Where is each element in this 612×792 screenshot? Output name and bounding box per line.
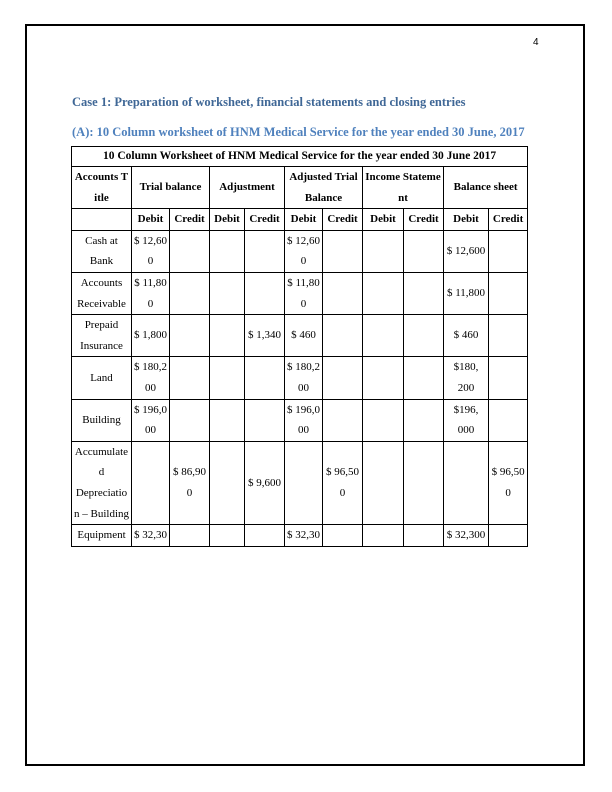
cell-adj-cr (245, 399, 285, 441)
cell-bs-cr (489, 399, 528, 441)
cell-atb-dr: $ 32,30 (285, 525, 323, 547)
table-row (72, 315, 528, 357)
cell-is-dr (363, 399, 404, 441)
sub-header-atb-credit: Credit (323, 209, 363, 231)
cell-is-cr (404, 525, 444, 547)
cell-tb-dr: $ 180,200 (132, 357, 170, 399)
cell-account: Equipment (72, 525, 132, 547)
cell-bs-cr (489, 525, 528, 547)
cell-adj-cr: $ 1,340 (245, 315, 285, 357)
cell-atb-cr (323, 357, 363, 399)
cell-adj-dr (210, 441, 245, 524)
cell-tb-dr: $ 12,600 (132, 230, 170, 272)
cell-bs-cr (489, 357, 528, 399)
cell-account: Accounts Receivable (72, 272, 132, 314)
cell-adj-dr (210, 399, 245, 441)
cell-is-cr (404, 272, 444, 314)
cell-is-dr (363, 525, 404, 547)
cell-adj-dr (210, 230, 245, 272)
cell-bs-cr (489, 230, 528, 272)
cell-account: Prepaid Insurance (72, 315, 132, 357)
cell-tb-dr: $ 1,800 (132, 315, 170, 357)
cell-atb-dr: $ 460 (285, 315, 323, 357)
header-accounts-title: Accounts Title (72, 167, 132, 209)
cell-is-dr (363, 272, 404, 314)
cell-atb-cr (323, 525, 363, 547)
cell-adj-cr (245, 357, 285, 399)
cell-bs-cr (489, 315, 528, 357)
cell-atb-dr: $ 11,800 (285, 272, 323, 314)
cell-account: Building (72, 399, 132, 441)
cell-atb-dr: $ 12,600 (285, 230, 323, 272)
cell-adj-dr (210, 272, 245, 314)
cell-atb-dr: $ 180,200 (285, 357, 323, 399)
sub-header-adj-credit: Credit (245, 209, 285, 231)
cell-atb-cr: $ 96,500 (323, 441, 363, 524)
cell-tb-cr: $ 86,900 (170, 441, 210, 524)
cell-is-dr (363, 230, 404, 272)
cell-is-dr (363, 441, 404, 524)
sub-header-bs-debit: Debit (444, 209, 489, 231)
cell-tb-cr (170, 399, 210, 441)
case-heading: Case 1: Preparation of worksheet, financial statements and closing entries (72, 95, 466, 109)
cell-tb-cr (170, 525, 210, 547)
table-row (72, 441, 528, 524)
worksheet-table (71, 146, 528, 547)
cell-tb-cr (170, 272, 210, 314)
page-number: 4 (533, 37, 539, 48)
cell-atb-cr (323, 315, 363, 357)
cell-is-dr (363, 357, 404, 399)
cell-tb-dr: $ 11,800 (132, 272, 170, 314)
table-title-row (72, 147, 528, 167)
cell-is-cr (404, 357, 444, 399)
cell-atb-dr (285, 441, 323, 524)
table-row (72, 525, 528, 547)
cell-bs-dr: $ 32,300 (444, 525, 489, 547)
sub-header-blank (72, 209, 132, 231)
sub-header-is-debit: Debit (363, 209, 404, 231)
cell-bs-dr: $ 11,800 (444, 272, 489, 314)
header-balance-sheet: Balance sheet (444, 167, 528, 209)
cell-tb-cr (170, 315, 210, 357)
cell-atb-cr (323, 230, 363, 272)
sub-header-tb-debit: Debit (132, 209, 170, 231)
table-title: 10 Column Worksheet of HNM Medical Service for the year ended 30 June 2017 (72, 147, 528, 167)
cell-is-cr (404, 315, 444, 357)
sub-header-atb-debit: Debit (285, 209, 323, 231)
cell-tb-dr (132, 441, 170, 524)
table-row (72, 230, 528, 272)
sub-header-row (72, 209, 528, 231)
cell-bs-dr: $180, 200 (444, 357, 489, 399)
cell-atb-cr (323, 272, 363, 314)
cell-adj-cr (245, 230, 285, 272)
cell-bs-dr: $ 460 (444, 315, 489, 357)
sub-header-tb-credit: Credit (170, 209, 210, 231)
cell-account: Cash at Bank (72, 230, 132, 272)
cell-is-cr (404, 399, 444, 441)
cell-adj-cr (245, 272, 285, 314)
header-trial-balance: Trial balance (132, 167, 210, 209)
header-adjusted-trial-balance: Adjusted Trial Balance (285, 167, 363, 209)
cell-account: Land (72, 357, 132, 399)
cell-is-cr (404, 441, 444, 524)
cell-tb-cr (170, 230, 210, 272)
header-income-statement: Income Statement (363, 167, 444, 209)
cell-adj-dr (210, 315, 245, 357)
cell-adj-cr: $ 9,600 (245, 441, 285, 524)
sub-header-adj-debit: Debit (210, 209, 245, 231)
cell-is-dr (363, 315, 404, 357)
table-row (72, 399, 528, 441)
section-heading: (A): 10 Column worksheet of HNM Medical Service for the year ended 30 June, 2017 (72, 125, 525, 139)
cell-tb-cr (170, 357, 210, 399)
header-adjustment: Adjustment (210, 167, 285, 209)
cell-tb-dr: $ 32,30 (132, 525, 170, 547)
table-row (72, 272, 528, 314)
sub-header-bs-credit: Credit (489, 209, 528, 231)
cell-atb-dr: $ 196,000 (285, 399, 323, 441)
cell-adj-dr (210, 525, 245, 547)
cell-bs-cr (489, 272, 528, 314)
group-header-row (72, 167, 528, 209)
cell-atb-cr (323, 399, 363, 441)
cell-tb-dr: $ 196,000 (132, 399, 170, 441)
sub-header-is-credit: Credit (404, 209, 444, 231)
cell-bs-dr (444, 441, 489, 524)
cell-adj-cr (245, 525, 285, 547)
cell-bs-dr: $ 12,600 (444, 230, 489, 272)
cell-bs-cr: $ 96,500 (489, 441, 528, 524)
cell-is-cr (404, 230, 444, 272)
cell-bs-dr: $196, 000 (444, 399, 489, 441)
cell-adj-dr (210, 357, 245, 399)
table-row (72, 357, 528, 399)
cell-account: Accumulated Depreciation – Building (72, 441, 132, 524)
